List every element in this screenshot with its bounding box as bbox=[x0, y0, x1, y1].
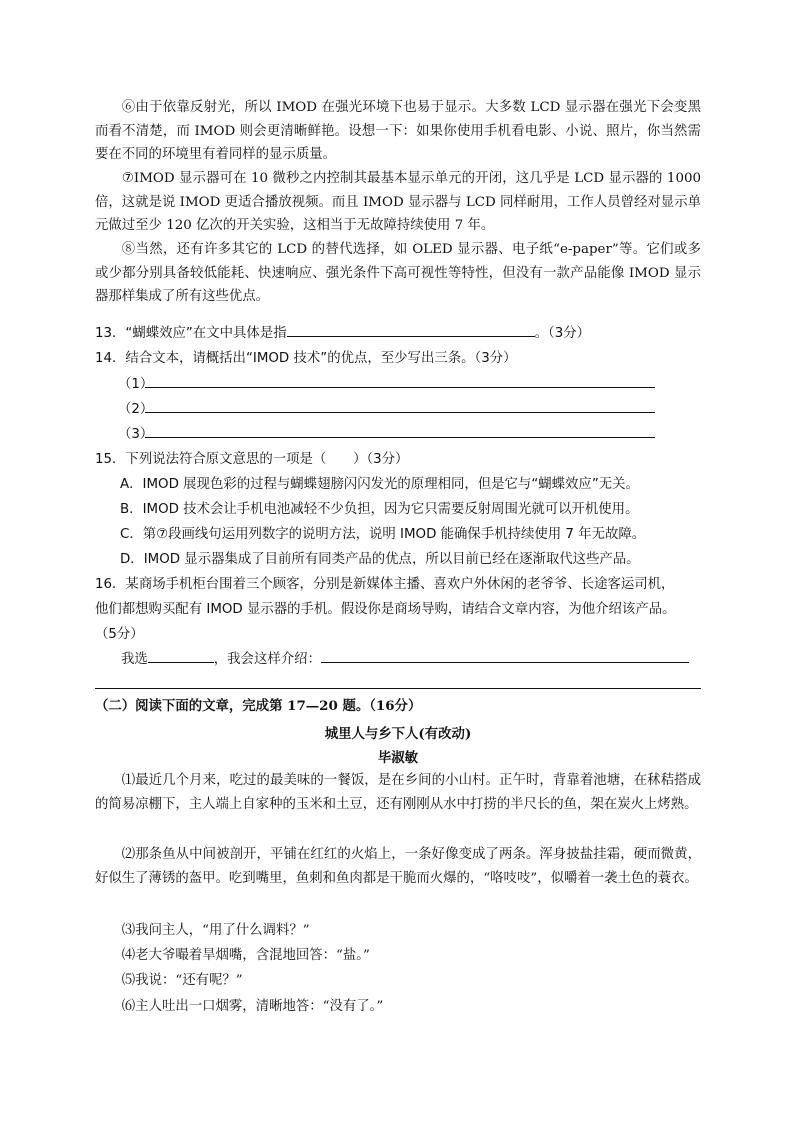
question-13-answer-blank[interactable] bbox=[287, 321, 535, 337]
q15-option-b[interactable]: B．IMOD 技术会让手机电池减轻不少负担，因为它只需要反射周围光就可以开机使用。 bbox=[120, 502, 639, 517]
question-15: 15．下列说法符合原文意思的一项是（ ）（3分） bbox=[95, 452, 409, 467]
article-paragraph-2: ⑵那条鱼从中间被剖开，平铺在红红的火焰上，一条好像变成了两条。浑身披盐挂霜，硬而微黄，好似生了薄锈的盔甲。吃到嘴里，鱼刺和鱼肉都是干脆而火爆的，“咯吱吱”，似嚼着一袭土色的蓑衣。 bbox=[95, 847, 701, 886]
q15-option-a[interactable]: A．IMOD 展现色彩的过程与蝴蝶翅膀闪闪发光的原理相同，但是它与“蝴蝶效应”无关。 bbox=[120, 477, 639, 492]
q16-intro-label: ，我会这样介绍： bbox=[213, 652, 321, 667]
question-14: 14．结合文本，请概括出“IMOD 技术”的优点，至少写出三条。（3分） bbox=[95, 351, 517, 366]
question-16-line-2: 他们都想购买配有 IMOD 显示器的手机。假设你是商场导购，请结合文章内容，为他介绍该产品。 bbox=[95, 602, 676, 617]
question-16-line-3: （5分） bbox=[95, 627, 144, 642]
article-paragraph-1: ⑴最近几个月来，吃过的最美味的一餐饭，是在乡间的小山村。正午时，背靠着池塘，在秫秸搭成的简易凉棚下，主人端上自家种的玉米和土豆，还有刚刚从水中打捞的半尺长的鱼，架在炭火上烤熟。 bbox=[95, 773, 701, 812]
article-title: 城里人与乡下人(有改动) bbox=[324, 726, 472, 742]
question-13-suffix: 。（3分） bbox=[534, 326, 590, 341]
question-16-line-1: 16．某商场手机柜台围着三个顾客，分别是新媒体主播、喜欢户外休闲的老爷爷、长途客运司机， bbox=[95, 577, 675, 592]
article-paragraph-3: ⑶我问主人，“用了什么调料？” bbox=[121, 923, 310, 938]
article-paragraph-6: ⑹主人吐出一口烟雾，清晰地答：“没有了。” bbox=[121, 999, 384, 1014]
question-13 bbox=[95, 321, 701, 346]
question-16-answer-row bbox=[121, 647, 701, 672]
q14-item-label-1: （1） bbox=[118, 377, 154, 392]
paragraph-7: ⑦IMOD 显示器可在 10 微秒之内控制其最基本显示单元的开闭，这几乎是 LCD 显示器的 1000 倍，这就是说 IMOD 更适合播放视频。而且 IMOD 显示器与 LCD 同样耐用，工作人员曾经对显示单元做过至少 120 亿次的开关实验，这相当于无故障持续使用 7 年。 bbox=[95, 171, 701, 233]
section-2-heading: （二）阅读下面的文章，完成第 17—20 题。（16分） bbox=[95, 698, 422, 714]
q14-answer-line-3[interactable] bbox=[145, 437, 655, 438]
q14-item-label-3: （3） bbox=[118, 427, 154, 442]
article-paragraph-5: ⑸我说：“还有呢？” bbox=[121, 973, 243, 988]
q14-answer-line-1[interactable] bbox=[145, 387, 655, 388]
q14-answer-line-2[interactable] bbox=[145, 412, 655, 413]
answer-line-full[interactable] bbox=[95, 688, 701, 689]
q15-option-c[interactable]: C．第⑦段画线句运用列数字的说明方法，说明 IMOD 能确保手机持续使用 7 年无故障。 bbox=[120, 527, 646, 542]
q16-intro-blank[interactable] bbox=[321, 647, 689, 663]
paragraph-6: ⑥由于依靠反射光，所以 IMOD 在强光环境下也易于显示。大多数 LCD 显示器在强光下会变黑而看不清楚，而 IMOD 则会更清晰鲜艳。设想一下：如果你使用手机看电影、小说、照片，你当然需要在不同的环境里有着同样的显示质量。 bbox=[95, 100, 701, 162]
paragraph-8: ⑧当然，还有许多其它的 LCD 的替代选择，如 OLED 显示器、电子纸“e-paper”等。它们或多或少都分别具备较低能耗、快速响应、强光条件下高可视性等特性，但没有一款产品能像 IMOD 显示器那样集成了所有这些优点。 bbox=[95, 242, 701, 304]
q16-choose-label: 我选 bbox=[121, 652, 148, 667]
q15-option-d[interactable]: D．IMOD 显示器集成了目前所有同类产品的优点，所以目前已经在逐渐取代这些产品。 bbox=[120, 552, 640, 567]
q14-item-label-2: （2） bbox=[118, 402, 154, 417]
q16-choice-blank[interactable] bbox=[148, 647, 214, 663]
article-author: 毕淑敏 bbox=[377, 750, 419, 766]
question-13-prefix: 13．“蝴蝶效应”在文中具体是指 bbox=[95, 326, 287, 341]
article-paragraph-4: ⑷老大爷嘬着旱烟嘴，含混地回答：“盐。” bbox=[121, 948, 370, 963]
